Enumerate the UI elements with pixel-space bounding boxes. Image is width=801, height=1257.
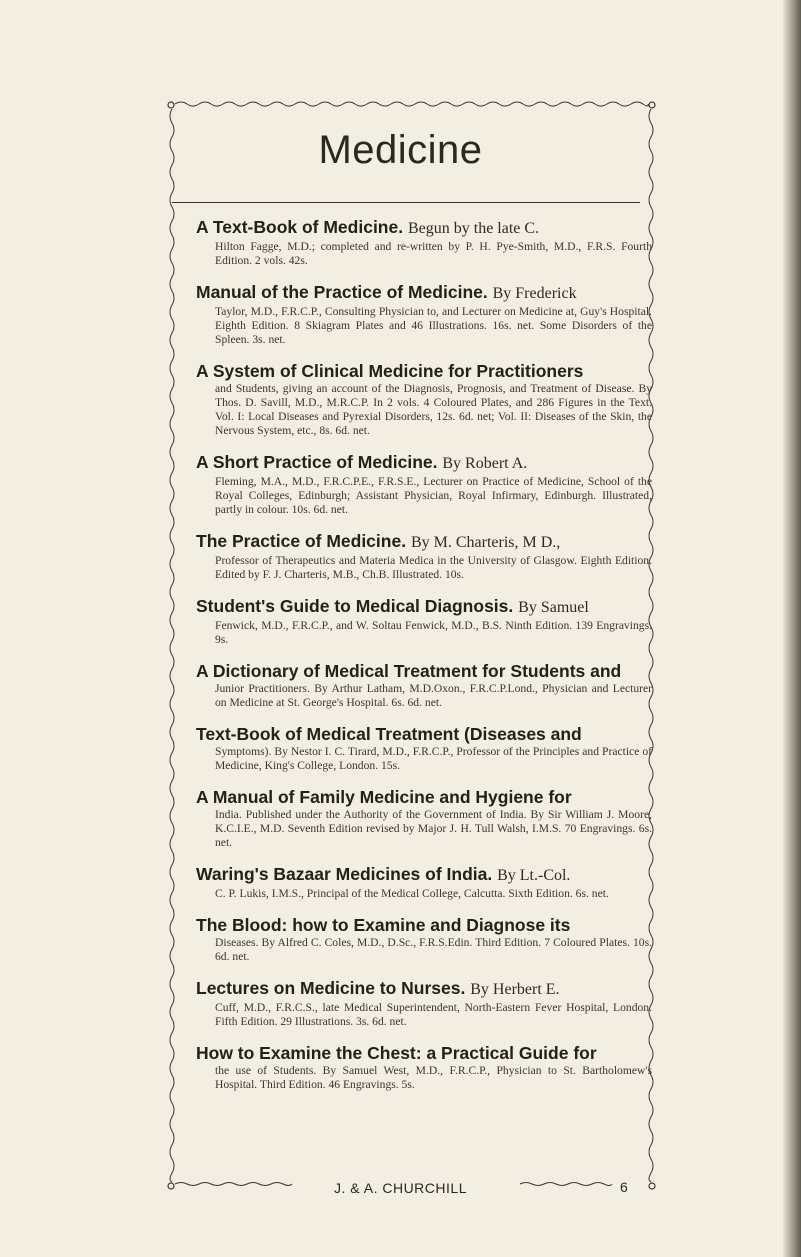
- book-entry: [196, 786, 652, 850]
- book-title: A Text-Book of Medicine.: [196, 217, 404, 237]
- book-author-lead: By Samuel: [518, 599, 589, 616]
- book-entry-heading: [196, 786, 652, 808]
- book-entry: [196, 360, 652, 438]
- book-entry: [196, 451, 652, 517]
- book-author-lead: By Herbert E.: [470, 981, 560, 998]
- publisher-name: J. & A. CHURCHILL: [334, 1180, 467, 1196]
- title-rule: [172, 202, 640, 203]
- book-description: Hilton Fagge, M.D.; completed and re-written by P. H. Pye-Smith, M.D., F.R.S. Fourth Edition. 2 vols. 42s.: [215, 240, 652, 267]
- book-entry: [196, 1042, 652, 1092]
- book-entry: [196, 723, 652, 773]
- book-entry: [196, 281, 652, 347]
- book-description: Fleming, M.A., M.D., F.R.C.P.E., F.R.S.E., Lecturer on Practice of Medicine, School of the Royal Colleges, Edinburgh; Assistant Physician, Royal Infirmary, Edinburgh. Illustrated, partly in colour. 10s. 6d. net.: [215, 475, 652, 516]
- wavy-border-left: [170, 109, 174, 1182]
- book-title: The Practice of Medicine.: [196, 531, 407, 551]
- book-title: Student's Guide to Medical Diagnosis.: [196, 596, 514, 616]
- book-description: Fenwick, M.D., F.R.C.P., and W. Soltau Fenwick, M.D., B.S. Ninth Edition. 139 Engravings. 9s.: [215, 619, 652, 646]
- book-title: Manual of the Practice of Medicine.: [196, 282, 488, 302]
- book-description: Professor of Therapeutics and Materia Medica in the University of Glasgow. Eighth Edition. Edited by F. J. Charteris, M.B., Ch.B. Illustrated. 10s.: [215, 554, 652, 581]
- book-entry-heading: [196, 977, 652, 1001]
- book-entry: [196, 863, 652, 901]
- book-entry-heading: [196, 914, 652, 936]
- book-title: Waring's Bazaar Medicines of India.: [196, 864, 493, 884]
- book-entry-list: [196, 216, 652, 1105]
- book-entry: [196, 595, 652, 647]
- corner-circle-icon: [649, 102, 655, 108]
- book-entry: [196, 216, 652, 268]
- book-entry: [196, 530, 652, 582]
- book-title: Lectures on Medicine to Nurses.: [196, 978, 466, 998]
- book-description: Cuff, M.D., F.R.C.S., late Medical Superintendent, North-Eastern Fever Hospital, London. Fifth Edition. 29 Illustrations. 3s. 6d. net.: [215, 1001, 652, 1028]
- book-description: Taylor, M.D., F.R.C.P., Consulting Physician to, and Lecturer on Medicine at, Guy's Hospital. Eighth Edition. 8 Skiagram Plates and 46 Illustrations. 16s. net. Some Disorders of the Spleen. 3s. net.: [215, 305, 652, 346]
- book-title: A Short Practice of Medicine.: [196, 452, 438, 472]
- book-entry: [196, 660, 652, 710]
- book-entry-heading: [196, 360, 652, 382]
- book-description: C. P. Lukis, I.M.S., Principal of the Medical College, Calcutta. Sixth Edition. 6s. net.: [215, 887, 609, 900]
- book-author-lead: By Lt.-Col.: [497, 867, 571, 884]
- book-entry-heading: [196, 451, 652, 475]
- book-author-lead: Begun by the late C.: [407, 220, 540, 237]
- book-description: India. Published under the Authority of the Government of India. By Sir William J. Moore, K.C.I.E., M.D. Seventh Edition revised by Major J. H. Tull Walsh, I.M.S. 70 Engravings. 6s. net.: [215, 808, 652, 849]
- book-entry-heading: [196, 216, 652, 240]
- book-entry-heading: [196, 723, 652, 745]
- book-description: and Students, giving an account of the Diagnosis, Prognosis, and Treatment of Disease. By Thos. D. Savill, M.D., M.R.C.P. In 2 vols. 4 Coloured Plates, and 286 Figures in the Text. Vol. I: Local Diseases and Pyrexial Disorders, 12s. 6d. net; Vol. II: Diseases of the Skin, the Nervous System, etc., 8s. 6d. net.: [215, 382, 652, 437]
- book-entry: [196, 914, 652, 964]
- book-title: The Blood: how to Examine and Diagnose its: [196, 915, 571, 935]
- corner-circle-icon: [168, 102, 174, 108]
- book-entry-heading: [196, 1042, 652, 1064]
- book-description: the use of Students. By Samuel West, M.D., F.R.C.P., Physician to St. Bartholomew's Hospital. Third Edition. 46 Engravings. 5s.: [215, 1064, 652, 1091]
- book-title: A System of Clinical Medicine for Practitioners: [196, 361, 584, 381]
- page-title: Medicine: [318, 128, 483, 172]
- book-title: A Dictionary of Medical Treatment for Students and: [196, 661, 622, 681]
- book-entry-heading: [196, 660, 652, 682]
- book-author-lead: By Robert A.: [442, 455, 528, 472]
- book-description: Diseases. By Alfred C. Coles, M.D., D.Sc., F.R.S.Edin. Third Edition. 7 Coloured Plates. 10s. 6d. net.: [215, 936, 652, 963]
- book-entry-heading: [196, 281, 652, 305]
- book-entry-heading: [196, 530, 652, 554]
- book-description: Symptoms). By Nestor I. C. Tirard, M.D., F.R.C.P., Professor of the Principles and Practice of Medicine, King's College, London. 15s.: [215, 745, 652, 772]
- book-author-lead: By Frederick: [492, 285, 577, 302]
- book-author-lead: By M. Charteris, M D.,: [410, 534, 561, 551]
- book-title: Text-Book of Medical Treatment (Diseases and: [196, 724, 582, 744]
- wavy-border-top: [175, 102, 648, 106]
- book-entry-heading: [196, 863, 652, 887]
- book-title: A Manual of Family Medicine and Hygiene for: [196, 787, 572, 807]
- book-description: Junior Practitioners. By Arthur Latham, M.D.Oxon., F.R.C.P.Lond., Physician and Lecturer on Medicine at St. George's Hospital. 6s. 6d. net.: [215, 682, 652, 709]
- book-entry-heading: [196, 595, 652, 619]
- page-number: 6: [620, 1179, 628, 1195]
- book-entry: [196, 977, 652, 1029]
- book-title: How to Examine the Chest: a Practical Guide for: [196, 1043, 597, 1063]
